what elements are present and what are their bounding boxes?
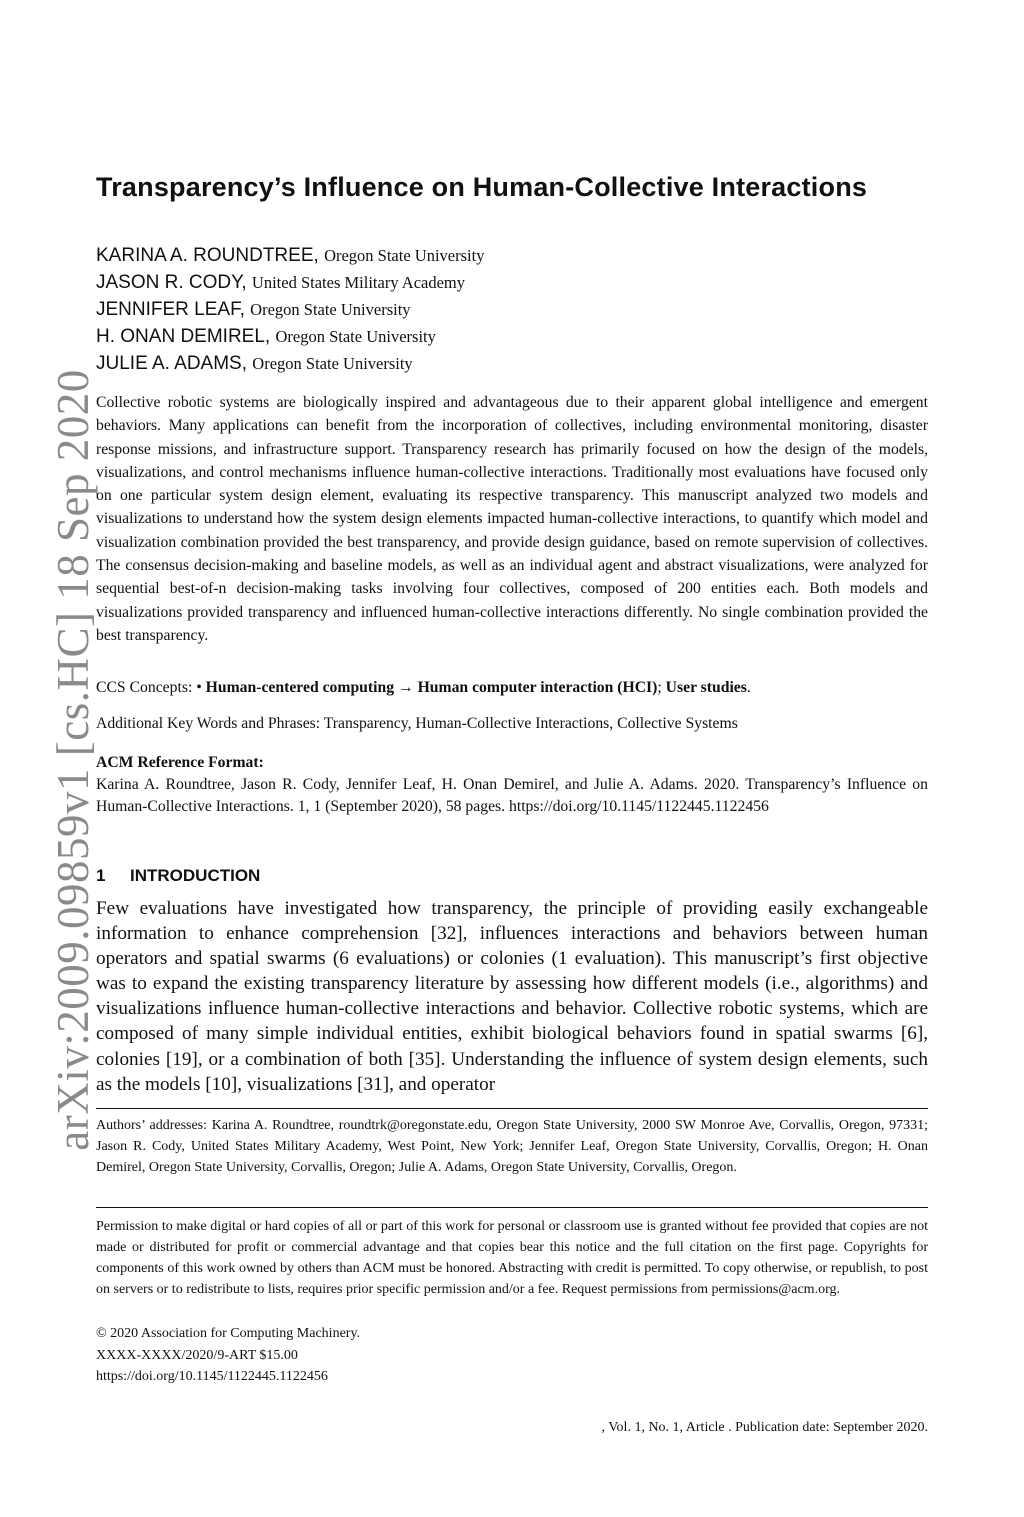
author-entry: JULIE A. ADAMS, Oregon State University [96, 353, 413, 374]
author-name: JULIE A. ADAMS [96, 353, 242, 374]
author-entry: KARINA A. ROUNDTREE, Oregon State University [96, 245, 485, 266]
doi-link[interactable]: https://doi.org/10.1145/1122445.1122456 [96, 1369, 328, 1384]
isbn-line: XXXX-XXXX/2020/9-ART $15.00 [96, 1347, 298, 1363]
author-affiliation: United States Military Academy [251, 273, 466, 292]
intro-paragraph: Few evaluations have investigated how transparency, the principle of providing easily exchangeable information to enhance comprehension [32], influences interactions and behaviors between human operators and spatial swarms (6 evaluations) or colonies (1 evaluation). This manuscript’s first objective was to expand the existing transparency literature by assessing how different models (i.e., algorithms) and visualizations influence human-collective interactions and behavior. Collective robotic systems, which are composed of many simple individual entities, exhibit biological behaviors found in spatial swarms [6], colonies [19], or a combination of both [35]. Understanding the influence of system design elements, such as the models [10], visualizations [31], and operator [96, 898, 928, 1095]
section-number: 1 [96, 866, 106, 885]
acm-reference [96, 752, 928, 818]
copyright-line: © 2020 Association for Computing Machinery. [96, 1326, 361, 1341]
permission-divider [96, 1207, 928, 1208]
author-entry: JASON R. CODY, United States Military Academy [96, 272, 466, 293]
ccs-term: Human computer interaction (HCI) [417, 679, 658, 696]
acm-reference-text: Karina A. Roundtree, Jason R. Cody, Jennifer Leaf, H. Onan Demirel, and Julie A. Adams. 2020. Transparency’s Influence on Human-Collective Interactions. 1, 1 (September 2020), 58 pages. https://doi.org/10.1145/1122445.1122456 [96, 776, 928, 815]
author-list [96, 242, 484, 377]
author-affiliation: Oregon State University [252, 354, 413, 373]
author-name: JENNIFER LEAF [96, 299, 240, 320]
ccs-concepts [96, 679, 751, 697]
author-name: JASON R. CODY [96, 272, 242, 293]
section-title: INTRODUCTION [130, 866, 261, 885]
author-affiliation: Oregon State University [324, 246, 485, 265]
author-name: H. ONAN DEMIREL [96, 326, 265, 347]
ccs-separator: ; [657, 679, 666, 696]
paper-title: Transparency’s Influence on Human-Collective Interactions [96, 172, 868, 202]
arxiv-stamp: arXiv:2009.09859v1 [cs.HC] 18 Sep 2020 [48, 369, 98, 1151]
ccs-term: User studies [665, 679, 747, 696]
ccs-arrow: → [394, 679, 418, 696]
ccs-label: CCS Concepts: [96, 679, 197, 696]
author-name: KARINA A. ROUNDTREE [96, 245, 314, 266]
author-affiliation: Oregon State University [275, 327, 436, 346]
section-heading [96, 866, 260, 886]
abstract: Collective robotic systems are biologically inspired and advantageous due to their apparent global intelligence and emergent behaviors. Many applications can benefit from the incorporation of collectives, including environmental monitoring, disaster response missions, and infrastructure support. Transparency research has primarily focused on how the design of the models, visualizations, and control mechanisms influence human-collective interactions. Traditionally most evaluations have focused only on one particular system design element, evaluating its respective transparency. This manuscript analyzed two models and visualizations to understand how the system design elements impacted human-collective interactions, to quantify which model and visualization combination provided the best transparency, and provide design guidance, based on remote supervision of collectives. The consensus decision-making and baseline models, as well as an individual agent and abstract visualizations, were analyzed for sequential best-of-n decision-making tasks involving four collectives, composed of 200 entities each. Both models and visualizations provided transparency and influenced human-collective interactions differently. No single combination provided the best transparency. [96, 394, 928, 644]
keywords: Additional Key Words and Phrases: Transparency, Human-Collective Interactions, Collective Systems [96, 715, 738, 732]
ccs-end: . [746, 679, 751, 696]
acm-reference-heading: ACM Reference Format: [96, 754, 264, 771]
running-footer: , Vol. 1, No. 1, Article . Publication date: September 2020. [601, 1420, 928, 1435]
author-entry: H. ONAN DEMIREL, Oregon State University [96, 326, 436, 347]
author-entry: JENNIFER LEAF, Oregon State University [96, 299, 411, 320]
ccs-term: Human-centered computing [205, 679, 395, 696]
author-addresses: Authors’ addresses: Karina A. Roundtree, roundtrk@oregonstate.edu, Oregon State University, 2000 SW Monroe Ave, Corvallis, Oregon, 97331; Jason R. Cody, United States Military Academy, West Point, New York; Jennifer Leaf, Oregon State University, Corvallis, Oregon; H. Onan Demirel, Oregon State University, Corvallis, Oregon; Julie A. Adams, Oregon State University, Corvallis, Oregon. [96, 1118, 928, 1175]
publication-info [96, 1323, 360, 1388]
footnote-divider [96, 1108, 928, 1109]
permission-notice: Permission to make digital or hard copies of all or part of this work for personal or classroom use is granted without fee provided that copies are not made or distributed for profit or commercial advantage and that copies bear this notice and the full citation on the first page. Copyrights for components of this work owned by others than ACM must be honored. Abstracting with credit is permitted. To copy otherwise, or republish, to post on servers or to redistribute to lists, requires prior specific permission and/or a fee. Request permissions from permissions@acm.org. [96, 1219, 928, 1297]
author-affiliation: Oregon State University [250, 300, 411, 319]
ccs-bullet: • [196, 679, 206, 696]
